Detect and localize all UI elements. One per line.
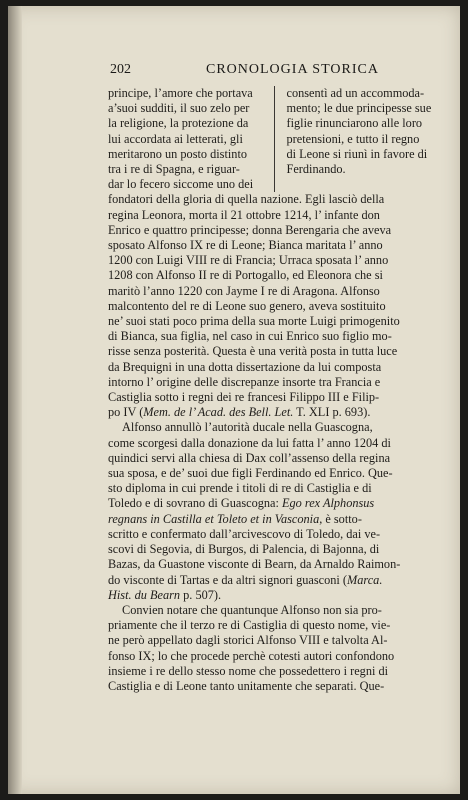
page-number: 202 [110,62,131,77]
text-line: 1208 con Alfonso II re di Portogallo, ed Eleonora che si [108,268,383,283]
right-column-line: consentì ad un accommoda- [286,86,425,100]
two-column-block [108,86,446,192]
right-column-line: Ferdinando. [286,162,346,177]
text-line: maritò l’anno 1220 con Jayme I re di Aragona. Alfonso [108,283,380,298]
text-line: fonso IX; lo che procede perchè cotesti autori confondono [108,648,395,663]
latin-quote: regnans in Castilla et Toleto et in Vasconia [108,511,320,526]
citation-prefix: po IV ( [108,405,144,420]
text-line: sua sposa, e de’ suoi due figli Ferdinando ed Enrico. Que- [108,466,393,481]
text-line: sto diploma in cui prende i titoli di re di Castiglia e di [108,481,372,496]
book-spine-shadow [8,6,22,794]
text-line: fondatori della gloria di quella nazione. Egli lasciò della [108,192,385,207]
text-segment: Toledo e di sovrano di Guascogna: [108,496,282,511]
text-line: Convien notare che quantunque Alfonso non sia pro- [122,602,382,617]
text-line: malcontento del re di Leone suo genero, aveva sostituito [108,298,386,313]
left-column [108,86,275,192]
text-segment: do visconte di Tartas e da altri signori guasconi ( [108,572,347,587]
left-column-line: la religione, la protezione da [108,116,249,131]
text-line: Enrico e quattro principesse; donna Berengaria che aveva [108,222,392,237]
text-line: scovi di Segovia, di Burgos, di Palencia, di Bajonna, di [108,542,380,557]
paragraph-1 [108,192,446,420]
left-column-line: tra i re di Spagna, e riguar- [108,162,240,177]
citation-title: Mem. de l’ Acad. des Bell. Let. [143,405,294,420]
left-column-line: meritarono un posto distinto [108,146,248,161]
running-title: CRONOLOGIA STORICA [206,62,379,77]
text-line: come scorgesi dalla donazione da lui fatta l’ anno 1204 di [108,435,391,450]
left-column-line: lui accordata ai letterati, gli [108,131,243,146]
text-line [108,588,446,603]
text-line: priamente che il terzo re di Castiglia di questo nome, vie- [108,618,391,633]
right-column-line: mento; le due principesse sue [286,101,432,116]
text-line: ne però appellato dagli storici Alfonso VIII e talvolta Al- [108,633,388,648]
text-line: scritto e confermato dall’arcivescovo di Toledo, dai ve- [108,526,381,541]
text-line [108,496,446,511]
citation-title: Hist. du Bearn [108,587,181,602]
paragraph-3 [108,603,446,694]
text-line: Castiglia sotto i regni dei re francesi Filippo III e Filip- [108,390,380,405]
text-line: ne’ suoi stati poco prima della sua morte Luigi primogenito [108,314,400,329]
citation-line [108,405,446,420]
right-column-line: pretensioni, e tutto il regno [286,131,420,146]
text-line: risse senza posterità. Questa è una verità posta in tutta luce [108,344,398,359]
left-column-line: a’suoi sudditi, il suo zelo per [108,101,250,116]
left-column-line: principe, l’amore che portava [108,86,253,100]
text-line [108,512,446,527]
text-line: intorno l’ origine delle discrepanze insorte tra Francia e [108,374,381,389]
text-line: Alfonso annullò l’autorità ducale nella Guascogna, [122,420,373,435]
text-line: insieme i re dello stesso nome che possedettero i regni di [108,663,389,678]
text-line: Bazas, da Guastone visconte di Bearn, da Arnaldo Raimon- [108,557,401,572]
right-column-line: figlie rinunciarono alle loro [286,116,423,131]
text-line: sposato Alfonso IX re di Leone; Bianca maritata l’ anno [108,238,383,253]
text-line [108,573,446,588]
citation-suffix: p. 507). [180,587,222,602]
text-line: Castiglia e di Leone tanto unitamente che separati. Que- [108,678,385,693]
right-column [287,86,447,192]
citation-title: Marca. [347,572,383,587]
page-body [108,86,446,694]
left-column-line: dar lo fecero siccome uno dei [108,177,254,192]
text-line: quindici servi alla chiesa di Dax coll’assenso della regina [108,450,391,465]
right-column-line: di Leone si riunì in favore di [286,146,428,161]
latin-quote: Ego rex Alphonsus [282,496,375,511]
text-line: regina Leonora, morta il 21 ottobre 1214, l’ infante don [108,207,380,222]
paragraph-2 [108,420,446,602]
text-line: da Brequigni in una dotta dissertazione da lui composta [108,359,382,374]
citation-suffix: T. XLI p. 693). [293,405,371,420]
text-line: 1200 con Luigi VIII re di Francia; Urraca sposata l’ anno [108,253,389,268]
text-segment: , è sotto- [319,511,362,526]
page-header [110,62,430,80]
text-line: di Bianca, sua figlia, nel caso in cui Enrico suo figlio mo- [108,329,392,344]
